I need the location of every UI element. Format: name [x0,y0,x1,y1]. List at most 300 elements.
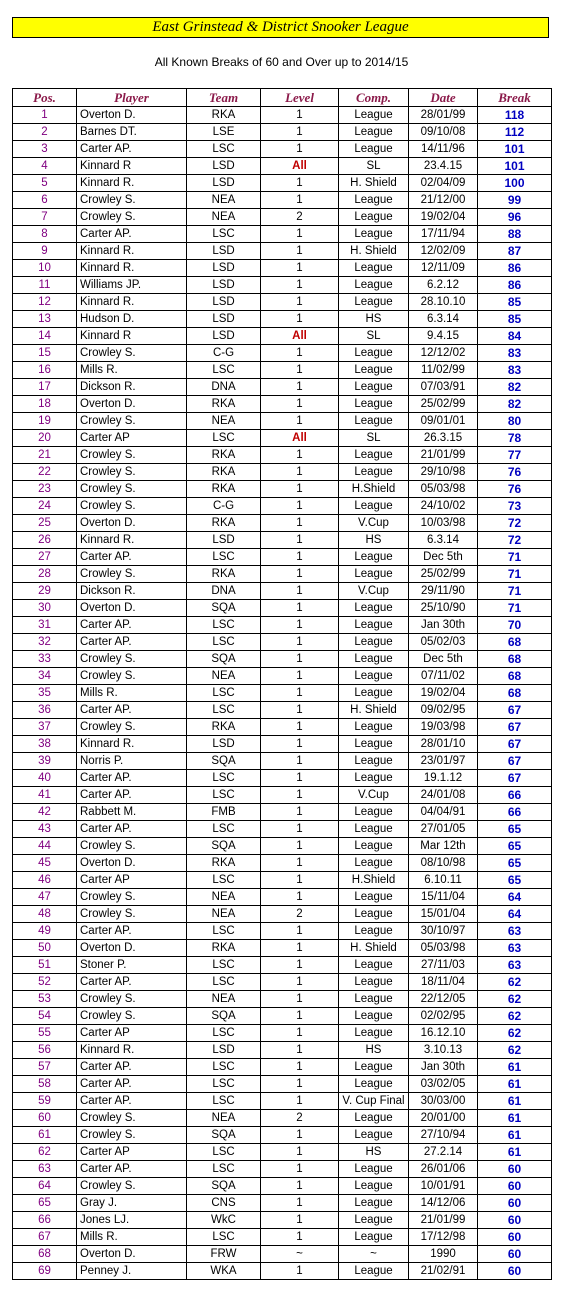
table-row [13,1008,552,1025]
cell-comp: League [339,1161,409,1178]
cell-team: CNS [187,1195,261,1212]
cell-team: FMB [187,804,261,821]
cell-date: 09/10/08 [409,124,478,141]
cell-break: 68 [478,634,552,651]
table-row [13,583,552,600]
cell-pos: 51 [13,957,77,974]
cell-level: 1 [261,838,339,855]
cell-date: 19/02/04 [409,209,478,226]
cell-team: LSD [187,532,261,549]
cell-date: 27/10/94 [409,1127,478,1144]
cell-team: NEA [187,889,261,906]
cell-player: Dickson R. [77,583,187,600]
table-row [13,1093,552,1110]
cell-date: 02/02/95 [409,1008,478,1025]
cell-player: Crowley S. [77,991,187,1008]
cell-pos: 15 [13,345,77,362]
table-row [13,515,552,532]
cell-player: Hudson D. [77,311,187,328]
cell-comp: League [339,1212,409,1229]
cell-pos: 58 [13,1076,77,1093]
cell-date: 23.4.15 [409,158,478,175]
cell-level: 1 [261,498,339,515]
cell-pos: 49 [13,923,77,940]
cell-break: 82 [478,379,552,396]
cell-level: 1 [261,583,339,600]
cell-comp: League [339,957,409,974]
cell-pos: 4 [13,158,77,175]
cell-level: All [261,158,339,175]
cell-team: LSC [187,1229,261,1246]
cell-player: Crowley S. [77,498,187,515]
col-header-player: Player [77,89,187,107]
cell-player: Jones LJ. [77,1212,187,1229]
cell-break: 67 [478,719,552,736]
cell-date: 16.12.10 [409,1025,478,1042]
table-row [13,158,552,175]
cell-comp: H. Shield [339,702,409,719]
cell-break: 62 [478,991,552,1008]
cell-comp: HS [339,532,409,549]
cell-level: 1 [261,260,339,277]
cell-date: 18/11/04 [409,974,478,991]
table-row [13,787,552,804]
cell-comp: League [339,379,409,396]
cell-pos: 35 [13,685,77,702]
cell-break: 83 [478,345,552,362]
cell-date: Dec 5th [409,651,478,668]
cell-date: 23/01/97 [409,753,478,770]
cell-break: 65 [478,821,552,838]
cell-level: 1 [261,175,339,192]
cell-player: Gray J. [77,1195,187,1212]
cell-pos: 31 [13,617,77,634]
table-row [13,1195,552,1212]
table-row [13,889,552,906]
cell-team: LSC [187,1093,261,1110]
table-row [13,1246,552,1263]
cell-team: SQA [187,1008,261,1025]
cell-pos: 12 [13,294,77,311]
cell-level: 1 [261,991,339,1008]
cell-level: 1 [261,974,339,991]
cell-break: 61 [478,1144,552,1161]
cell-level: 1 [261,192,339,209]
cell-break: 77 [478,447,552,464]
cell-team: LSC [187,787,261,804]
cell-comp: League [339,855,409,872]
cell-date: 15/11/04 [409,889,478,906]
cell-comp: League [339,1263,409,1280]
cell-player: Carter AP. [77,770,187,787]
cell-level: 1 [261,736,339,753]
cell-team: LSC [187,141,261,158]
cell-pos: 6 [13,192,77,209]
cell-team: LSC [187,974,261,991]
cell-date: 09/01/01 [409,413,478,430]
cell-player: Overton D. [77,940,187,957]
cell-team: NEA [187,668,261,685]
cell-comp: League [339,141,409,158]
league-title: East Grinstead & District Snooker League [12,17,549,38]
cell-comp: League [339,889,409,906]
col-header-comp: Comp. [339,89,409,107]
cell-break: 85 [478,294,552,311]
cell-level: 1 [261,600,339,617]
cell-player: Carter AP. [77,1076,187,1093]
cell-pos: 48 [13,906,77,923]
cell-comp: League [339,1195,409,1212]
cell-comp: H. Shield [339,940,409,957]
cell-break: 70 [478,617,552,634]
cell-date: 04/04/91 [409,804,478,821]
cell-comp: ~ [339,1246,409,1263]
cell-team: LSC [187,770,261,787]
cell-pos: 44 [13,838,77,855]
cell-pos: 32 [13,634,77,651]
cell-team: SQA [187,1127,261,1144]
cell-player: Crowley S. [77,651,187,668]
cell-comp: League [339,1127,409,1144]
cell-level: 1 [261,1178,339,1195]
cell-player: Kinnard R [77,328,187,345]
col-header-level: Level [261,89,339,107]
cell-pos: 19 [13,413,77,430]
table-row [13,1144,552,1161]
cell-break: 67 [478,702,552,719]
cell-pos: 9 [13,243,77,260]
cell-pos: 18 [13,396,77,413]
cell-team: WKA [187,1263,261,1280]
cell-date: 07/11/02 [409,668,478,685]
cell-level: 2 [261,906,339,923]
table-row [13,872,552,889]
cell-comp: League [339,549,409,566]
cell-team: WkC [187,1212,261,1229]
cell-break: 63 [478,923,552,940]
table-row [13,209,552,226]
cell-comp: League [339,821,409,838]
cell-player: Carter AP [77,1025,187,1042]
cell-player: Carter AP [77,430,187,447]
cell-player: Carter AP [77,1144,187,1161]
table-row [13,532,552,549]
cell-pos: 47 [13,889,77,906]
cell-comp: League [339,1008,409,1025]
cell-comp: League [339,753,409,770]
cell-pos: 30 [13,600,77,617]
cell-date: 05/03/98 [409,481,478,498]
cell-comp: League [339,736,409,753]
table-row [13,175,552,192]
table-row [13,906,552,923]
cell-team: FRW [187,1246,261,1263]
cell-team: SQA [187,600,261,617]
cell-pos: 2 [13,124,77,141]
cell-pos: 8 [13,226,77,243]
cell-date: 28/01/10 [409,736,478,753]
cell-comp: League [339,634,409,651]
cell-level: 1 [261,702,339,719]
cell-comp: HS [339,1042,409,1059]
cell-comp: League [339,1229,409,1246]
table-row [13,600,552,617]
cell-date: 30/03/00 [409,1093,478,1110]
cell-player: Carter AP. [77,141,187,158]
cell-team: NEA [187,413,261,430]
cell-team: LSC [187,821,261,838]
cell-comp: League [339,804,409,821]
table-subtitle: All Known Breaks of 60 and Over up to 2014/15 [154,55,409,69]
cell-level: 1 [261,1144,339,1161]
cell-team: LSD [187,175,261,192]
cell-date: 24/10/02 [409,498,478,515]
cell-comp: League [339,1025,409,1042]
cell-break: 87 [478,243,552,260]
cell-team: LSD [187,260,261,277]
cell-level: 1 [261,1127,339,1144]
cell-pos: 10 [13,260,77,277]
cell-level: 1 [261,1161,339,1178]
cell-pos: 22 [13,464,77,481]
cell-comp: League [339,260,409,277]
table-row [13,294,552,311]
cell-break: 60 [478,1212,552,1229]
table-row [13,328,552,345]
cell-date: 27.2.14 [409,1144,478,1161]
cell-player: Overton D. [77,515,187,532]
cell-break: 62 [478,1025,552,1042]
cell-level: 1 [261,923,339,940]
cell-team: SQA [187,651,261,668]
cell-comp: H.Shield [339,872,409,889]
cell-date: 26.3.15 [409,430,478,447]
cell-date: 02/04/09 [409,175,478,192]
cell-date: 9.4.15 [409,328,478,345]
cell-level: 1 [261,855,339,872]
table-row [13,1263,552,1280]
table-row [13,311,552,328]
table-row [13,1178,552,1195]
cell-break: 62 [478,1042,552,1059]
cell-break: 67 [478,753,552,770]
cell-date: 6.2.12 [409,277,478,294]
cell-player: Kinnard R. [77,1042,187,1059]
cell-player: Carter AP. [77,1059,187,1076]
cell-team: NEA [187,991,261,1008]
cell-level: 1 [261,447,339,464]
cell-break: 60 [478,1178,552,1195]
cell-pos: 16 [13,362,77,379]
cell-player: Kinnard R. [77,243,187,260]
cell-comp: League [339,294,409,311]
table-row [13,1025,552,1042]
cell-level: 1 [261,243,339,260]
cell-pos: 65 [13,1195,77,1212]
col-header-date: Date [409,89,478,107]
cell-date: 1990 [409,1246,478,1263]
cell-pos: 69 [13,1263,77,1280]
table-row [13,753,552,770]
cell-break: 78 [478,430,552,447]
cell-level: 1 [261,141,339,158]
cell-break: 60 [478,1246,552,1263]
cell-player: Crowley S. [77,481,187,498]
cell-comp: League [339,464,409,481]
cell-comp: SL [339,430,409,447]
cell-break: 61 [478,1110,552,1127]
table-row [13,1229,552,1246]
cell-team: NEA [187,209,261,226]
cell-level: 1 [261,668,339,685]
cell-pos: 1 [13,107,77,124]
table-row [13,430,552,447]
cell-pos: 39 [13,753,77,770]
table-row [13,464,552,481]
cell-team: LSD [187,311,261,328]
cell-player: Carter AP. [77,549,187,566]
table-row [13,923,552,940]
cell-level: 1 [261,124,339,141]
cell-break: 61 [478,1059,552,1076]
cell-break: 68 [478,685,552,702]
cell-team: LSD [187,158,261,175]
cell-player: Carter AP. [77,702,187,719]
cell-team: NEA [187,192,261,209]
cell-team: LSC [187,430,261,447]
cell-pos: 52 [13,974,77,991]
cell-player: Carter AP. [77,974,187,991]
cell-pos: 57 [13,1059,77,1076]
cell-player: Mills R. [77,362,187,379]
cell-team: SQA [187,753,261,770]
table-row [13,940,552,957]
table-row [13,379,552,396]
cell-level: 1 [261,804,339,821]
cell-pos: 29 [13,583,77,600]
table-row [13,362,552,379]
cell-date: 12/11/09 [409,260,478,277]
table-row [13,549,552,566]
table-row [13,634,552,651]
cell-date: 14/12/06 [409,1195,478,1212]
table-row [13,396,552,413]
cell-level: All [261,430,339,447]
cell-date: 17/12/98 [409,1229,478,1246]
cell-date: 20/01/00 [409,1110,478,1127]
cell-break: 60 [478,1229,552,1246]
cell-player: Rabbett M. [77,804,187,821]
cell-player: Crowley S. [77,192,187,209]
cell-team: LSD [187,1042,261,1059]
table-row [13,1059,552,1076]
cell-player: Kinnard R. [77,175,187,192]
cell-pos: 38 [13,736,77,753]
table-row [13,821,552,838]
cell-break: 62 [478,1008,552,1025]
cell-level: 1 [261,294,339,311]
cell-date: 05/02/03 [409,634,478,651]
cell-player: Carter AP. [77,923,187,940]
cell-level: 1 [261,532,339,549]
cell-pos: 33 [13,651,77,668]
cell-player: Kinnard R. [77,736,187,753]
cell-player: Crowley S. [77,464,187,481]
cell-date: 12/02/09 [409,243,478,260]
cell-pos: 7 [13,209,77,226]
cell-team: LSE [187,124,261,141]
cell-break: 65 [478,872,552,889]
cell-date: 12/12/02 [409,345,478,362]
table-row [13,736,552,753]
table-row [13,481,552,498]
cell-pos: 50 [13,940,77,957]
cell-pos: 46 [13,872,77,889]
cell-break: 84 [478,328,552,345]
cell-date: 15/01/04 [409,906,478,923]
cell-date: 6.3.14 [409,311,478,328]
cell-date: 25/02/99 [409,396,478,413]
cell-player: Williams JP. [77,277,187,294]
cell-team: LSC [187,1025,261,1042]
cell-player: Carter AP. [77,821,187,838]
cell-date: 27/11/03 [409,957,478,974]
cell-level: 1 [261,566,339,583]
table-row [13,991,552,1008]
cell-player: Crowley S. [77,345,187,362]
table-row [13,804,552,821]
cell-date: 07/03/91 [409,379,478,396]
table-row [13,974,552,991]
cell-player: Overton D. [77,600,187,617]
table-row [13,192,552,209]
table-row [13,566,552,583]
cell-comp: League [339,770,409,787]
cell-comp: League [339,277,409,294]
cell-team: LSC [187,549,261,566]
cell-break: 67 [478,736,552,753]
cell-break: 60 [478,1195,552,1212]
cell-break: 61 [478,1093,552,1110]
cell-break: 68 [478,668,552,685]
cell-date: 10/01/91 [409,1178,478,1195]
cell-level: 1 [261,821,339,838]
cell-pos: 21 [13,447,77,464]
cell-level: 1 [261,719,339,736]
cell-break: 72 [478,532,552,549]
cell-level: 1 [261,617,339,634]
cell-level: 1 [261,770,339,787]
cell-date: 6.10.11 [409,872,478,889]
cell-pos: 42 [13,804,77,821]
cell-level: 1 [261,481,339,498]
cell-level: 1 [261,685,339,702]
cell-player: Crowley S. [77,1178,187,1195]
cell-team: LSC [187,362,261,379]
cell-player: Crowley S. [77,668,187,685]
cell-level: 1 [261,787,339,804]
cell-player: Overton D. [77,396,187,413]
cell-team: NEA [187,1110,261,1127]
cell-player: Crowley S. [77,719,187,736]
cell-player: Mills R. [77,1229,187,1246]
cell-break: 60 [478,1161,552,1178]
cell-date: 19.1.12 [409,770,478,787]
cell-comp: League [339,447,409,464]
cell-date: 10/03/98 [409,515,478,532]
cell-level: 1 [261,1076,339,1093]
cell-break: 72 [478,515,552,532]
